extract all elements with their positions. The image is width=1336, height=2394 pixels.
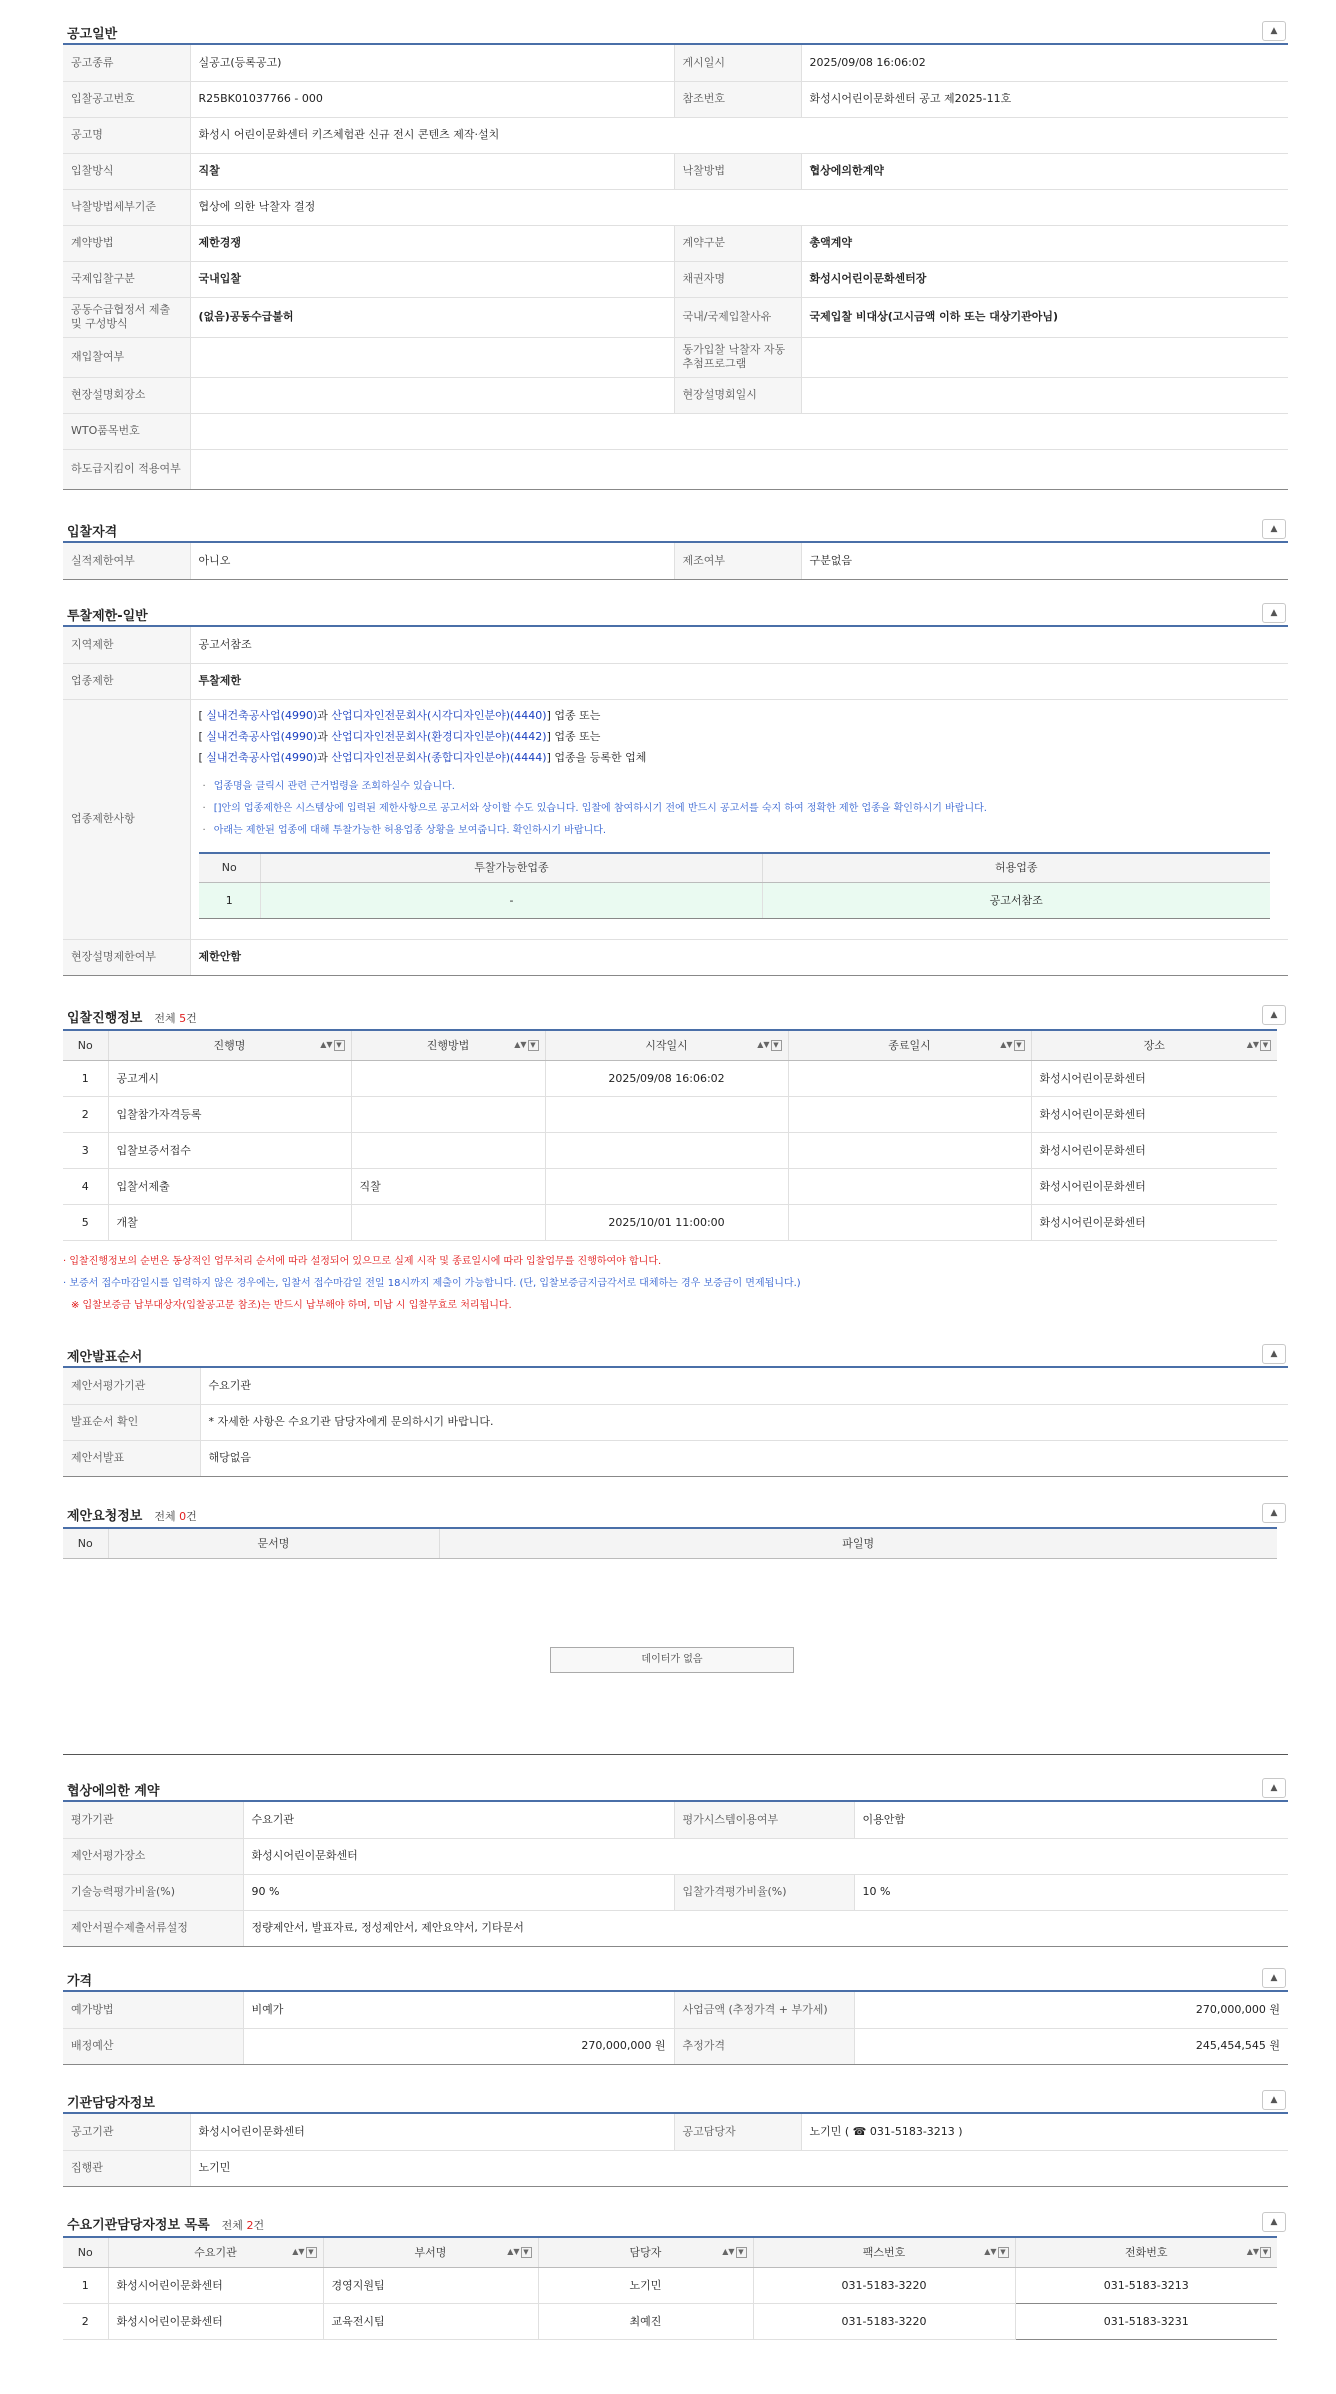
table-cell: 2: [63, 2303, 108, 2339]
table-cell: 3: [63, 1132, 108, 1168]
table-cell: 입찰참가자격등록: [108, 1096, 351, 1132]
table-cell: [545, 1132, 788, 1168]
field-value: 실공고(등록공고): [190, 45, 674, 81]
divider: [63, 1754, 1288, 1755]
section-restriction: [63, 597, 1288, 976]
dropdown-icon[interactable]: ▼: [736, 2247, 747, 2258]
col-header[interactable]: [753, 2237, 1015, 2267]
table-cell: [788, 1060, 1031, 1096]
industry-link[interactable]: 실내건축공사업(4990): [206, 708, 318, 722]
field-label: 평가시스템이용여부: [674, 1802, 854, 1838]
field-label: 현장설명회장소: [63, 377, 190, 413]
sort-arrows: ▲▼: [1000, 1040, 1013, 1049]
field-value: 협상에 의한 낙찰자 결정: [190, 189, 1288, 225]
table-cell: [351, 1132, 545, 1168]
field-value: 90 %: [243, 1874, 674, 1910]
col-header: 문서명: [108, 1528, 439, 1558]
industry-note: · 아래는 제한된 업종에 대해 투찰가능한 허용업종 상황을 보여줍니다. 확인하시기 바랍니다.: [202, 824, 607, 836]
negotiation-table: [63, 1802, 1288, 1947]
section-proposal: [63, 1497, 1288, 1559]
field-label: 공고기관: [63, 2114, 190, 2150]
field-value: 정량제안서, 발표자료, 정성제안서, 제안요약서, 기타문서: [243, 1910, 1288, 1946]
field-value: 공고서참조: [190, 627, 1288, 663]
table-cell: 031-5183-3220: [753, 2267, 1015, 2303]
col-header: 파일명: [439, 1528, 1277, 1558]
section-qualification: [63, 513, 1288, 580]
field-value: [801, 377, 1288, 413]
collapse-icon[interactable]: ▲: [1262, 1344, 1286, 1364]
table-cell: 5: [63, 1204, 108, 1240]
industry-notes: [199, 776, 1281, 842]
industry-line: [ 실내건축공사업(4990)과 산업디자인전문회사(시각디자인분야)(4440)] 업종 또는: [198, 708, 601, 722]
field-value: 245,454,545 원: [854, 2028, 1288, 2064]
price-table: [63, 1992, 1288, 2065]
field-label: 공동수급협정서 제출 및 구성방식: [63, 297, 190, 337]
table-cell: [351, 1204, 545, 1240]
col-header[interactable]: [1015, 2237, 1277, 2267]
table-cell: 입찰보증서접수: [108, 1132, 351, 1168]
industry-connector: 과: [317, 708, 328, 722]
field-label: 낙찰방법세부기준: [63, 189, 190, 225]
field-value: 2025/09/08 16:06:02: [801, 45, 1288, 81]
col-header-label: 시작일시: [645, 1039, 688, 1053]
sort-arrows: ▲▼: [507, 2247, 520, 2256]
collapse-icon[interactable]: ▲: [1262, 1968, 1286, 1988]
table-cell: 화성시어린이문화센터: [1031, 1168, 1277, 1204]
collapse-icon[interactable]: ▲: [1262, 2212, 1286, 2232]
field-value: 수요기관: [243, 1802, 674, 1838]
table-cell: 공고게시: [108, 1060, 351, 1096]
industry-link[interactable]: 산업디자인전문회사(환경디자인분야)(4442): [331, 729, 547, 743]
field-label: 공고종류: [63, 45, 190, 81]
dropdown-icon[interactable]: ▼: [521, 2247, 532, 2258]
demand-table: [63, 2236, 1277, 2340]
field-label: 국제입찰구분: [63, 261, 190, 297]
field-label: 현장설명회일시: [674, 377, 801, 413]
section-title: 가격: [67, 1974, 93, 1989]
field-label: 업종제한사항: [63, 699, 190, 939]
field-value: 국제입찰 비대상(고시금액 이하 또는 대상기관아님): [801, 297, 1288, 337]
section-title: 투찰제한-일반: [67, 609, 148, 624]
table-cell: [788, 1204, 1031, 1240]
qualification-table: [63, 543, 1288, 580]
field-value: (없음)공동수급불허: [190, 297, 674, 337]
sort-icon[interactable]: [984, 2247, 1008, 2258]
collapse-icon[interactable]: ▲: [1262, 519, 1286, 539]
field-label: 공고명: [63, 117, 190, 153]
sort-icon[interactable]: [1000, 1040, 1024, 1051]
collapse-icon[interactable]: ▲: [1262, 1503, 1286, 1523]
industry-tail: ] 업종을 등록한 업체: [546, 750, 647, 764]
field-value: 총액계약: [801, 225, 1288, 261]
proposal-table: [63, 1527, 1277, 1559]
dropdown-icon[interactable]: ▼: [334, 1040, 345, 1051]
progress-note: · 보증서 접수마감일시를 입력하지 않은 경우에는, 입찰서 접수마감일 전일 18시까지 제출이 가능합니다. (단, 입찰보증금지급각서로 대체하는 경우 보증금이 면제됩니다.): [63, 1277, 801, 1289]
table-row: [63, 1096, 1277, 1132]
sort-arrows: ▲▼: [1246, 2247, 1259, 2256]
field-value: 국내입찰: [190, 261, 674, 297]
note-text: 아래는 제한된 업종에 대해 투찰가능한 허용업종 상황을 보여줍니다. 확인하시기 바랍니다.: [213, 824, 607, 836]
field-value: 노기민 ( ☎ 031-5183-3213 ): [801, 2114, 1288, 2150]
table-cell: 031-5183-3220: [753, 2303, 1015, 2339]
field-value: 화성시어린이문화센터: [243, 1838, 1288, 1874]
note-text: []안의 업종제한은 시스템상에 입력된 제한사항으로 공고서와 상이할 수도 있습니다. 입찰에 참여하시기 전에 반드시 공고서를 숙지 하여 정확한 제한 업종을 확인하시기 바랍니다.: [213, 802, 987, 814]
table-cell: [545, 1096, 788, 1132]
table-cell: 직찰: [351, 1168, 545, 1204]
table-cell: 최예진: [538, 2303, 753, 2339]
field-value: R25BK01037766 - 000: [190, 81, 674, 117]
field-label: 입찰공고번호: [63, 81, 190, 117]
sort-arrows: ▲▼: [722, 2247, 735, 2256]
col-header[interactable]: [108, 2237, 323, 2267]
industry-tail: ] 업종 또는: [546, 729, 601, 743]
section-title: 협상에의한 계약: [67, 1784, 160, 1799]
field-value: [190, 449, 1288, 489]
field-label: 추정가격: [674, 2028, 854, 2064]
sort-icon[interactable]: [1247, 1040, 1271, 1051]
col-header-label: 전화번호: [1124, 2246, 1168, 2260]
field-value: [801, 337, 1288, 377]
field-value: 제한안함: [190, 939, 1288, 975]
field-value: [190, 413, 1288, 449]
table-cell: [351, 1060, 545, 1096]
field-value: [190, 377, 674, 413]
field-value: 해당없음: [200, 1440, 1288, 1476]
table-cell: 2: [63, 1096, 108, 1132]
presentation-table: [63, 1368, 1288, 1477]
col-header[interactable]: [788, 1030, 1031, 1060]
table-cell: -: [261, 883, 763, 919]
section-title: 제안요청정보 전체 0건: [67, 1509, 197, 1524]
field-label: 계약구분: [674, 225, 801, 261]
col-header[interactable]: [108, 1030, 351, 1060]
industry-link[interactable]: 실내건축공사업(4990): [206, 750, 318, 764]
collapse-icon[interactable]: ▲: [1262, 1778, 1286, 1798]
col-header[interactable]: [323, 2237, 538, 2267]
field-value: 화성시어린이문화센터장: [801, 261, 1288, 297]
field-value: 구분없음: [801, 543, 1288, 579]
field-label: 평가기관: [63, 1802, 243, 1838]
col-header: 투찰가능한업종: [261, 853, 763, 883]
section-title: 기관담당자정보: [67, 2096, 155, 2111]
table-cell: 공고서참조: [763, 883, 1270, 919]
field-label: 제안서평가장소: [63, 1838, 243, 1874]
sort-icon[interactable]: [507, 2247, 531, 2258]
field-value: 제한경쟁: [190, 225, 674, 261]
sort-arrows: ▲▼: [984, 2247, 997, 2256]
field-label: 사업금액 (추정가격 + 부가세): [674, 1992, 854, 2028]
table-cell: 031-5183-3213: [1015, 2267, 1277, 2303]
field-label: 입찰가격평가비율(%): [674, 1874, 854, 1910]
field-value: 화성시어린이문화센터: [190, 2114, 674, 2150]
table-cell: 031-5183-3231: [1015, 2303, 1277, 2339]
table-cell: 4: [63, 1168, 108, 1204]
col-header-label: 종료일시: [888, 1039, 931, 1053]
sort-arrows: ▲▼: [1246, 1040, 1259, 1049]
field-label: 집행관: [63, 2150, 190, 2186]
col-header: No: [199, 853, 261, 883]
sort-icon[interactable]: [514, 1040, 538, 1051]
section-negotiation: [63, 1772, 1288, 1947]
col-header: 허용업종: [763, 853, 1270, 883]
field-label: 공고담당자: [674, 2114, 801, 2150]
field-label: 제조여부: [674, 543, 801, 579]
table-cell: 2025/10/01 11:00:00: [545, 1204, 788, 1240]
section-title: 입찰진행정보 전체 5건: [67, 1011, 197, 1026]
col-header[interactable]: [538, 2237, 753, 2267]
industry-link[interactable]: 산업디자인전문회사(시각디자인분야)(4440): [331, 708, 547, 722]
restriction-table: [63, 627, 1288, 976]
field-value: 화성시 어린이문화센터 키즈체험관 신규 전시 콘텐츠 제작·설치: [190, 117, 1288, 153]
field-label: 게시일시: [674, 45, 801, 81]
contact-table: [63, 2114, 1288, 2187]
table-cell: 화성시어린이문화센터: [1031, 1132, 1277, 1168]
field-label: 업종제한: [63, 663, 190, 699]
section-title: 입찰자격: [67, 525, 118, 540]
sort-arrows: ▲▼: [757, 1040, 770, 1049]
sort-icon[interactable]: [722, 2247, 746, 2258]
sort-arrows: ▲▼: [514, 1040, 527, 1049]
table-cell: [545, 1168, 788, 1204]
table-cell: 1: [63, 2267, 108, 2303]
dropdown-icon[interactable]: ▼: [771, 1040, 782, 1051]
dropdown-icon[interactable]: ▼: [998, 2247, 1009, 2258]
field-value: 직찰: [190, 153, 674, 189]
table-cell: 화성시어린이문화센터: [1031, 1060, 1277, 1096]
industry-tail: ] 업종 또는: [546, 708, 601, 722]
field-value: 10 %: [854, 1874, 1288, 1910]
col-header[interactable]: [1031, 1030, 1277, 1060]
industry-note: · []안의 업종제한은 시스템상에 입력된 제한사항으로 공고서와 상이할 수도 있습니다. 입찰에 참여하시기 전에 반드시 공고서를 숙지 하여 정확한 제한 업종을 확인하시기 바랍니다.: [202, 802, 987, 814]
field-value: 협상에의한계약: [801, 153, 1288, 189]
col-header: [63, 2237, 108, 2267]
field-value: 수요기관: [200, 1368, 1288, 1404]
field-label: 발표순서 확인: [63, 1404, 200, 1440]
field-value: 투찰제한: [190, 663, 1288, 699]
collapse-icon[interactable]: ▲: [1262, 603, 1286, 623]
sort-icon[interactable]: [757, 1040, 781, 1051]
col-header-label: 담당자: [629, 2246, 662, 2260]
field-label: 하도급지킴이 적용여부: [63, 449, 190, 489]
sort-icon[interactable]: [292, 2247, 316, 2258]
table-cell: 교육전시팀: [323, 2303, 538, 2339]
field-value: 아니오: [190, 543, 674, 579]
field-label: WTO품목번호: [63, 413, 190, 449]
table-cell: 화성시어린이문화센터: [108, 2303, 323, 2339]
table-cell: 노기민: [538, 2267, 753, 2303]
col-header-label: 장소: [1143, 1039, 1165, 1053]
table-row: [63, 2267, 1277, 2303]
table-row: [63, 1132, 1277, 1168]
col-header-label: 팩스번호: [862, 2246, 906, 2260]
sort-icon[interactable]: [320, 1040, 344, 1051]
field-label: 예가방법: [63, 1992, 243, 2028]
field-label: 제안서필수제출서류설정: [63, 1910, 243, 1946]
table-row: [63, 1168, 1277, 1204]
field-label: 입찰방식: [63, 153, 190, 189]
industry-link[interactable]: 산업디자인전문회사(종합디자인분야)(4444): [331, 750, 547, 764]
col-header: No: [63, 1528, 108, 1558]
collapse-icon[interactable]: ▲: [1262, 21, 1286, 41]
allowed-industry-table: [199, 852, 1270, 920]
table-cell: [788, 1168, 1031, 1204]
col-header-label: No: [77, 2245, 93, 2259]
table-row: [63, 1204, 1277, 1240]
field-label: 국내/국제입찰사유: [674, 297, 801, 337]
dropdown-icon[interactable]: ▼: [1260, 2247, 1271, 2258]
industry-line: [ 실내건축공사업(4990)과 산업디자인전문회사(종합디자인분야)(4444)] 업종을 등록한 업체: [198, 750, 647, 764]
table-cell: 1: [63, 1060, 108, 1096]
table-cell: 1: [199, 883, 261, 919]
field-label: 기술능력평가비율(%): [63, 1874, 243, 1910]
field-value: [190, 337, 674, 377]
field-label: 제안서평가기관: [63, 1368, 200, 1404]
field-label: 참조번호: [674, 81, 801, 117]
table-cell: 화성시어린이문화센터: [108, 2267, 323, 2303]
field-value: 270,000,000 원: [854, 1992, 1288, 2028]
col-header-label: 진행방법: [426, 1039, 470, 1053]
field-label: 재입찰여부: [63, 337, 190, 377]
field-value: 270,000,000 원: [243, 2028, 674, 2064]
sort-arrows: ▲▼: [292, 2247, 305, 2256]
progress-note: ※ 입찰보증금 납부대상자(입찰공고문 참조)는 반드시 납부해야 하며, 미납 시 입찰무효로 처리됩니다.: [71, 1299, 512, 1311]
table-cell: 화성시어린이문화센터: [1031, 1204, 1277, 1240]
general-table: [63, 45, 1288, 490]
table-cell: [788, 1096, 1031, 1132]
note-text: 업종명을 클릭시 관련 근거법령을 조회하실수 있습니다.: [213, 780, 455, 792]
sort-icon[interactable]: [1247, 2247, 1271, 2258]
col-header-label: 진행명: [213, 1039, 246, 1053]
sort-arrows: ▲▼: [320, 1040, 333, 1049]
dropdown-icon[interactable]: ▼: [528, 1040, 539, 1051]
field-value: 비예가: [243, 1992, 674, 2028]
industry-line: [ 실내건축공사업(4990)과 산업디자인전문회사(환경디자인분야)(4442)] 업종 또는: [198, 729, 601, 743]
section-presentation: [63, 1338, 1288, 1477]
table-cell: 2025/09/08 16:06:02: [545, 1060, 788, 1096]
industry-note: · 업종명을 클릭시 관련 근거법령을 조회하실수 있습니다.: [202, 780, 455, 792]
section-title: 제안발표순서: [67, 1350, 143, 1365]
field-label: 제안서발표: [63, 1440, 200, 1476]
table-cell: 경영지원팀: [323, 2267, 538, 2303]
dropdown-icon[interactable]: ▼: [306, 2247, 317, 2258]
section-contact: [63, 2084, 1288, 2187]
table-row: [63, 2303, 1277, 2339]
industry-link[interactable]: 실내건축공사업(4990): [206, 729, 318, 743]
table-cell: 입찰서제출: [108, 1168, 351, 1204]
field-label: 계약방법: [63, 225, 190, 261]
field-value: * 자세한 사항은 수요기관 담당자에게 문의하시기 바랍니다.: [200, 1404, 1288, 1440]
field-label: 현장설명제한여부: [63, 939, 190, 975]
section-price: [63, 1962, 1288, 2065]
progress-note: · 입찰진행정보의 순번은 동상적인 업무처리 순서에 따라 설정되어 있으므로 실제 시작 및 종료일시에 따라 입찰업무를 진행하여야 합니다.: [63, 1255, 662, 1267]
field-value: 화성시어린이문화센터 공고 제2025-11호: [801, 81, 1288, 117]
col-header-label: No: [77, 1038, 93, 1052]
section-demand: [63, 2206, 1288, 2340]
field-label: 채권자명: [674, 261, 801, 297]
field-label: 지역제한: [63, 627, 190, 663]
collapse-icon[interactable]: ▲: [1262, 1005, 1286, 1025]
industry-connector: 과: [317, 729, 328, 743]
table-cell: [351, 1096, 545, 1132]
field-label: 실적제한여부: [63, 543, 190, 579]
section-title: 수요기관담당자정보 목록 전체 2건: [67, 2218, 265, 2233]
dropdown-icon[interactable]: ▼: [1014, 1040, 1025, 1051]
section-progress: [63, 999, 1288, 1317]
table-cell: 개찰: [108, 1204, 351, 1240]
field-label: 낙찰방법: [674, 153, 801, 189]
col-header[interactable]: [351, 1030, 545, 1060]
industry-connector: 과: [317, 750, 328, 764]
field-value: 이용안함: [854, 1802, 1288, 1838]
collapse-icon[interactable]: ▲: [1262, 2090, 1286, 2110]
table-cell: 화성시어린이문화센터: [1031, 1096, 1277, 1132]
col-header: [63, 1030, 108, 1060]
table-row: [63, 1060, 1277, 1096]
field-value: 노기민: [190, 2150, 1288, 2186]
table-cell: [788, 1132, 1031, 1168]
col-header[interactable]: [545, 1030, 788, 1060]
col-header-label: 수요기관: [194, 2246, 237, 2260]
section-title: 공고일반: [67, 27, 118, 42]
progress-table: [63, 1029, 1277, 1241]
section-general: [63, 15, 1288, 490]
field-label: 동가입찰 낙찰자 자동추첨프로그램: [674, 337, 801, 377]
col-header-label: 부서명: [414, 2246, 447, 2260]
industry-lines: [199, 705, 1281, 768]
field-label: 배정예산: [63, 2028, 243, 2064]
dropdown-icon[interactable]: ▼: [1260, 1040, 1271, 1051]
no-data-box: 데이터가 없음: [550, 1647, 794, 1673]
